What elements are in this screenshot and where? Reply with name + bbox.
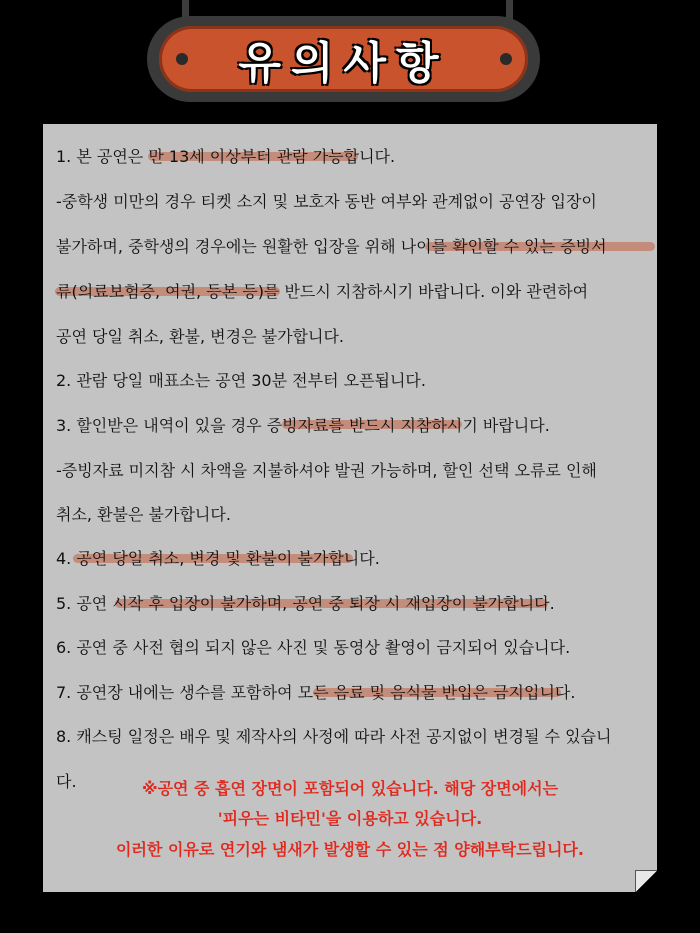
notice-line: 2. 관람 당일 매표소는 공연 30분 전부터 오픈됩니다. — [56, 371, 426, 390]
page-title: 유의사항 — [238, 38, 449, 89]
notice-line: 4. 공연 당일 취소, 변경 및 환불이 불가합니다. — [56, 549, 380, 568]
notice-line: -중학생 미만의 경우 티켓 소지 및 보호자 동반 여부와 관계없이 공연장 입장이 — [56, 192, 597, 211]
smoking-warning-line: '피우는 비타민'을 이용하고 있습니다. — [217, 809, 483, 828]
notice-line: 불가하며, 중학생의 경우에는 원활한 입장을 위해 나이를 확인할 수 있는 증빙서 — [56, 237, 607, 256]
notice-line: 3. 할인받은 내역이 있을 경우 증빙자료를 반드시 지참하시기 바랍니다. — [56, 416, 550, 435]
notice-line: 8. 캐스팅 일정은 배우 및 제작사의 사정에 따라 사전 공지없이 변경될 수 있습니 — [56, 727, 612, 746]
notice-line: -증빙자료 미지참 시 차액을 지불하셔야 발권 가능하며, 할인 선택 오류로 인해 — [56, 461, 597, 480]
notice-line: 5. 공연 시작 후 입장이 불가하며, 공연 중 퇴장 시 재입장이 불가합니다. — [56, 594, 555, 613]
notice-line: 취소, 환불은 불가합니다. — [56, 505, 231, 524]
smoking-warning-line: ※공연 중 흡연 장면이 포함되어 있습니다. 해당 장면에서는 — [141, 779, 559, 798]
notice-line: 다. — [56, 772, 77, 791]
notice-line: 1. 본 공연은 만 13세 이상부터 관람 가능합니다. — [56, 147, 396, 166]
page-fold-corner — [635, 870, 657, 892]
notice-line: 7. 공연장 내에는 생수를 포함하여 모든 음료 및 음식물 반입은 금지입니다. — [56, 683, 576, 702]
notice-line: 류(의료보험증, 여권, 등본 등)를 반드시 지참하시기 바랍니다. 이와 관련하여 — [56, 282, 589, 301]
smoking-warning-line: 이러한 이유로 연기와 냄새가 발생할 수 있는 점 양해부탁드립니다. — [116, 840, 584, 859]
notice-line: 공연 당일 취소, 환불, 변경은 불가합니다. — [56, 327, 344, 346]
notice-line: 6. 공연 중 사전 협의 되지 않은 사진 및 동영상 촬영이 금지되어 있습니다. — [56, 638, 571, 657]
